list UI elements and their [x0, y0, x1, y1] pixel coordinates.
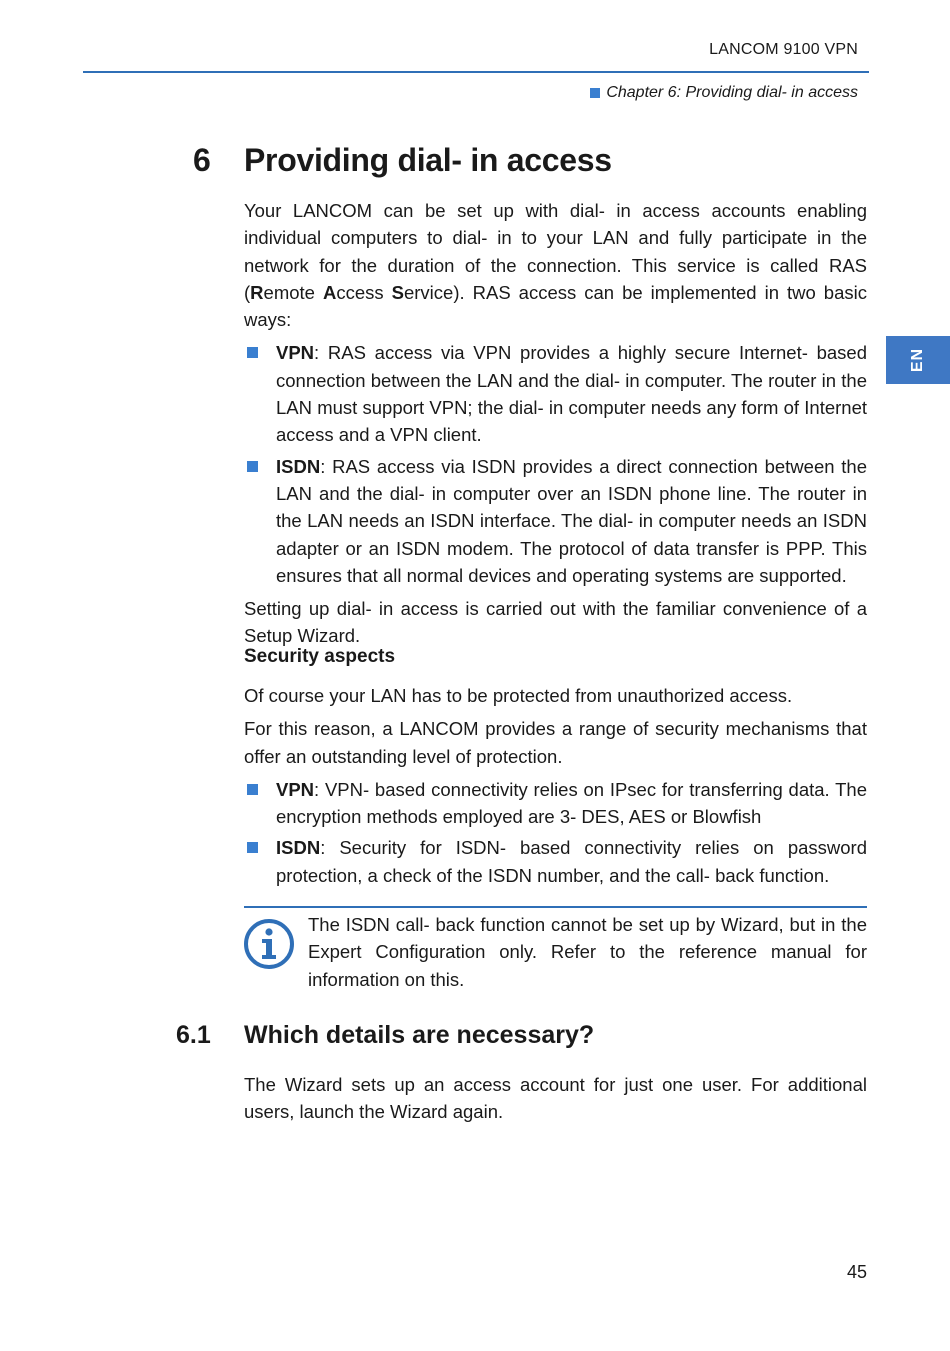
square-bullet-icon: [590, 88, 600, 98]
note-rule: [244, 906, 867, 908]
page-number: 45: [846, 1262, 867, 1282]
security-list: [244, 776, 867, 889]
chapter-title: Providing dial- in access: [244, 142, 612, 178]
intro-block: [244, 197, 867, 650]
square-bullet-icon: [247, 842, 258, 853]
ras-ways-list: [244, 339, 867, 589]
info-icon: [243, 918, 295, 970]
list-item: ISDN: Security for ISDN- based connectivity relies on password protection, a check of the ISDN number, and the call- back function.: [244, 834, 867, 889]
security-heading: Security aspects: [244, 646, 396, 667]
section-title: Which details are necessary?: [244, 1021, 595, 1049]
note-text: The ISDN call- back function cannot be set up by Wizard, but in the Expert Configuration only. Refer to the reference manual for information on this.: [308, 914, 867, 990]
list-item: ISDN: RAS access via ISDN provides a direct connection between the LAN and the dial- in computer over an ISDN phone line. The router in the LAN needs an ISDN interface. The dial- in computer needs an ISDN adapter or an ISDN modem. The protocol of data transfer is PPP. This ensures that all normal devices and operating systems are supported.: [244, 453, 867, 589]
security-paragraph-2: For this reason, a LANCOM provides a range of security mechanisms that offer an outstanding level of protection.: [244, 718, 867, 767]
security-paragraph-1: Of course your LAN has to be protected from unauthorized access.: [244, 685, 793, 706]
list-item: VPN: VPN- based connectivity relies on IPsec for transferring data. The encryption methods employed are 3- DES, AES or Blowfish: [244, 776, 867, 831]
square-bullet-icon: [247, 784, 258, 795]
header-chapter-ref: [590, 84, 858, 102]
chapter-number: 6: [193, 142, 211, 178]
list-item: VPN: RAS access via VPN provides a highly secure Internet- based connection between the LAN and the dial- in computer. The router in the LAN must support VPN; the dial- in computer needs any form of Internet access and a VPN client.: [244, 339, 867, 448]
square-bullet-icon: [247, 461, 258, 472]
language-tab-label: EN: [908, 347, 926, 373]
section-paragraph: The Wizard sets up an access account for just one user. For additional users, launch the Wizard again.: [244, 1074, 867, 1123]
language-tab: [886, 336, 950, 384]
setup-paragraph: Setting up dial- in access is carried out with the familiar convenience of a Setup Wizard.: [244, 598, 867, 647]
section-number: 6.1: [176, 1021, 211, 1049]
header-chapter-text: Chapter 6: Providing dial- in access: [606, 84, 858, 101]
intro-paragraph: Your LANCOM can be set up with dial- in access accounts enabling individual computers to dial- in to your LAN and fully participate in the network for the duration of the connection. This service is called RAS (Remote Access Service). RAS access can be implemented in two basic ways:: [244, 200, 867, 331]
header-product-name: LANCOM 9100 VPN: [709, 41, 858, 58]
square-bullet-icon: [247, 347, 258, 358]
section-block: [244, 1071, 867, 1126]
security-block: [244, 682, 867, 889]
header-rule: [83, 71, 869, 73]
